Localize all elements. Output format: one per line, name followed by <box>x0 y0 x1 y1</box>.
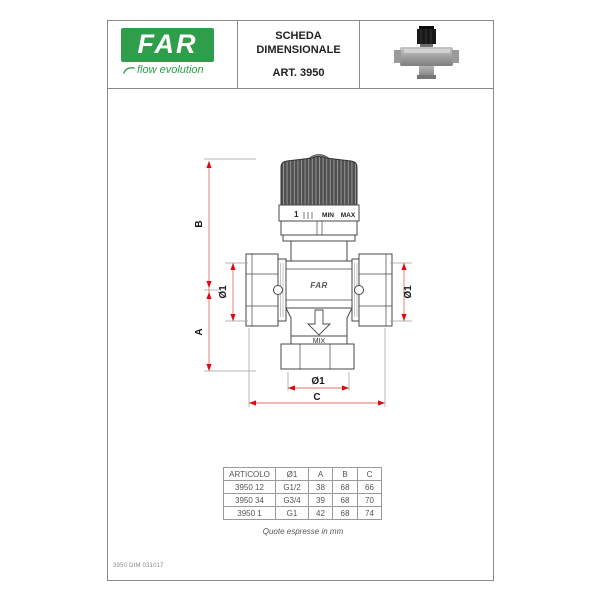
cell-d1: G1 <box>276 507 309 520</box>
table-caption: Quote espresse in mm <box>262 527 344 536</box>
cell-articolo: 3950 12 <box>224 481 276 494</box>
dim-label-d1-bottom: Ø1 <box>311 376 325 387</box>
far-logo-text: FAR <box>137 29 198 59</box>
dim-label-A: A <box>194 328 205 336</box>
sheet-frame <box>107 20 494 581</box>
title-line2: DIMENSIONALE <box>256 44 341 56</box>
cell-d1: G3/4 <box>276 494 309 507</box>
swoosh-icon <box>123 65 136 76</box>
sheet-title <box>256 30 340 58</box>
document-code: 3950 DIM 031017 <box>113 563 164 569</box>
cell-articolo: 3950 1 <box>224 507 276 520</box>
cell-d1: G1/2 <box>276 481 309 494</box>
thermostatic-mixing-valve-photo <box>360 21 493 88</box>
far-logo-cell <box>108 21 238 88</box>
cell-articolo: 3950 34 <box>224 494 276 507</box>
body-far-logo: FAR <box>310 281 328 290</box>
dim-label-d1-left: Ø1 <box>218 285 229 299</box>
title-line1: SCHEDA <box>275 30 322 43</box>
knob-scale-one: 1 <box>294 210 299 219</box>
title-cell <box>238 21 360 88</box>
table-row <box>224 494 382 507</box>
mix-label: MIX <box>312 338 326 345</box>
dimensions-table <box>223 467 382 520</box>
dim-label-B: B <box>194 220 205 228</box>
cell-c: 66 <box>358 481 382 494</box>
valve-outline <box>246 155 392 370</box>
dimensional-drawing <box>108 88 493 448</box>
table-row <box>224 507 382 520</box>
dim-label-C: C <box>313 392 321 403</box>
table-row <box>224 481 382 494</box>
col-d1: Ø1 <box>276 468 309 481</box>
table-header-row <box>224 468 382 481</box>
far-tagline-text: flow evolution <box>137 64 204 76</box>
cell-a: 39 <box>309 494 333 507</box>
knob-scale-max: MAX <box>340 212 356 219</box>
col-c: C <box>358 468 382 481</box>
cell-b: 68 <box>333 494 358 507</box>
knob-scale-min: MIN <box>322 212 334 219</box>
dim-label-d1-right: Ø1 <box>403 285 414 299</box>
cell-c: 70 <box>358 494 382 507</box>
far-logo <box>121 28 214 62</box>
header <box>108 21 493 89</box>
col-articolo: ARTICOLO <box>224 468 276 481</box>
cell-a: 38 <box>309 481 333 494</box>
cell-b: 68 <box>333 507 358 520</box>
cell-c: 74 <box>358 507 382 520</box>
col-a: A <box>309 468 333 481</box>
cell-b: 68 <box>333 481 358 494</box>
far-tagline <box>123 64 204 76</box>
photo-cell <box>360 21 493 88</box>
col-b: B <box>333 468 358 481</box>
cell-a: 42 <box>309 507 333 520</box>
valve-drawing <box>108 88 493 448</box>
article-number: ART. 3950 <box>272 66 325 79</box>
